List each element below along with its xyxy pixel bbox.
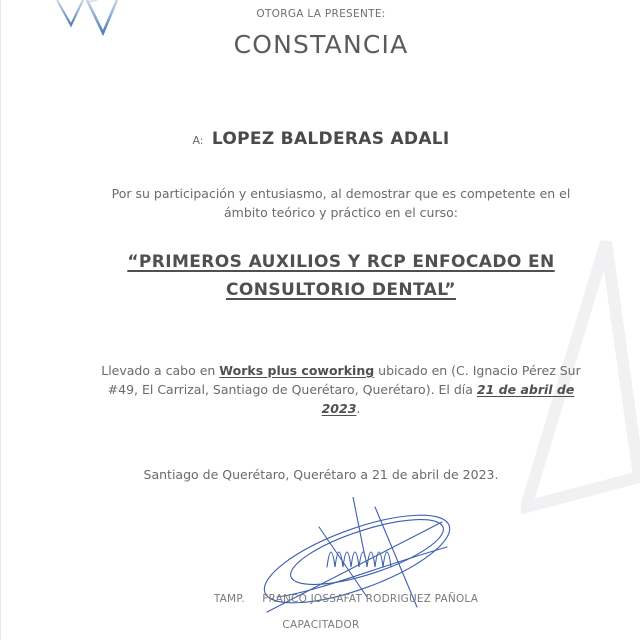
venue-text [91,361,591,418]
recipient-prefix: A: [192,134,204,147]
course-title [81,248,601,304]
signer-line [1,593,640,605]
venue-place: Works plus coworking [219,363,375,378]
handwritten-signature-icon [257,497,487,632]
signer-role: CAPACITADOR [282,619,360,631]
venue-suffix: . [356,401,361,416]
signer-title: TAMP. [213,593,245,605]
description-text: Por su participación y entusiasmo, al demostrar que es competente en el ámbito teórico y práctico en el curso: [111,186,571,220]
document-title: CONSTANCIA [233,30,409,59]
course-title-line2: CONSULTORIO DENTAL” [226,280,456,300]
recipient-line [1,129,640,149]
intro-text: OTORGA LA PRESENTE: [256,8,386,20]
recipient-name: LOPEZ BALDERAS ADALI [211,129,450,149]
course-title-line1: “PRIMEROS AUXILIOS Y RCP ENFOCADO EN [127,252,555,272]
venue-address: ubicado en (C. Ignacio Pérez Sur #49, El Carrizal, Santiago de Querétaro, Querétaro). El día [107,363,581,397]
venue-prefix: Llevado a cabo en [101,363,220,378]
place-and-date: Santiago de Querétaro, Querétaro a 21 de abril de 2023. [143,467,499,482]
signer-name: FRANCO JOSSAFAT RODRIGUEZ PAÑOLA [262,593,479,605]
course-date: 21 de abril de 2023 [321,382,575,416]
